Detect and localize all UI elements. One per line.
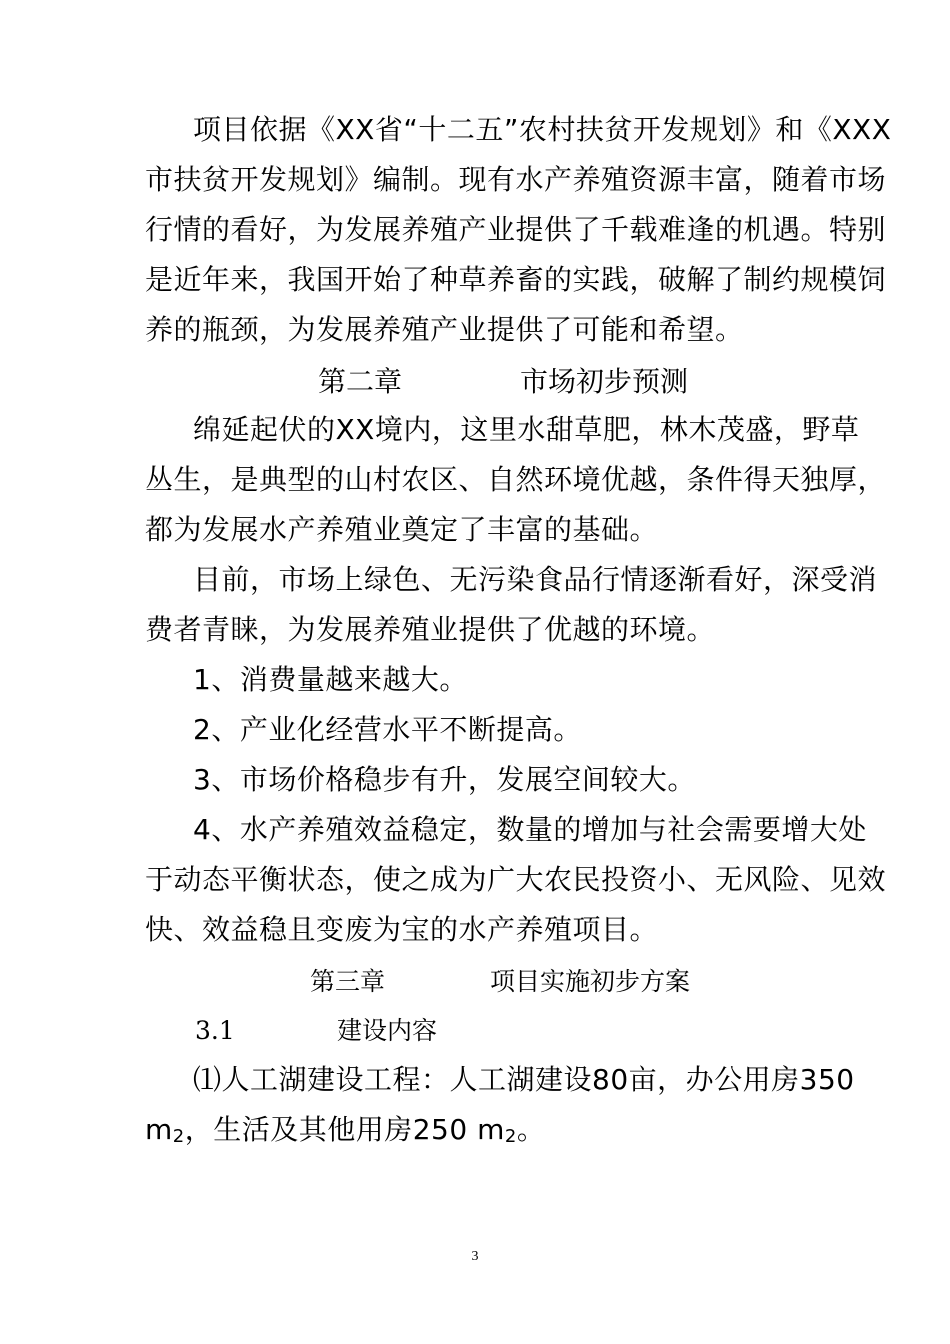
item4-line-3: 快、效益稳且变废为宝的水产养殖项目。 xyxy=(145,913,659,946)
construction-line-2 xyxy=(145,1112,545,1148)
page-number: 3 xyxy=(471,1249,479,1264)
construction-text: ，生活及其他用房250 m xyxy=(184,1113,505,1146)
section31-title: 建设内容 xyxy=(337,1016,438,1045)
construction-unit-subscript: 2 xyxy=(504,1126,517,1147)
intro-line-3: 行情的看好，为发展养殖产业提供了千载难逢的机遇。特别 xyxy=(145,213,887,246)
list-item: 1、消费量越来越大。 xyxy=(193,663,468,696)
construction-line-1: ⑴人工湖建设工程：人工湖建设80亩，办公用房350 xyxy=(193,1063,855,1096)
env-line-3: 都为发展水产养殖业奠定了丰富的基础。 xyxy=(145,513,659,546)
chapter3-number: 第三章 xyxy=(310,967,386,996)
construction-unit-subscript: 2 xyxy=(172,1126,185,1147)
env-line-1: 绵延起伏的XX境内，这里水甜草肥，林木茂盛，野草 xyxy=(193,413,860,446)
market-line-2: 费者青睐，为发展养殖业提供了优越的环境。 xyxy=(145,613,716,646)
list-item: 3、市场价格稳步有升，发展空间较大。 xyxy=(193,763,696,796)
item4-line-2: 于动态平衡状态，使之成为广大农民投资小、无风险、见效 xyxy=(145,863,887,896)
market-line-1: 目前，市场上绿色、无污染食品行情逐渐看好，深受消 xyxy=(193,563,878,596)
intro-line-4: 是近年来，我国开始了种草养畜的实践，破解了制约规模饲 xyxy=(145,263,887,296)
intro-line-5: 养的瓶颈，为发展养殖产业提供了可能和希望。 xyxy=(145,313,744,346)
intro-line-1: 项目依据《XX省“十二五”农村扶贫开发规划》和《XXX xyxy=(193,113,892,146)
construction-period: 。 xyxy=(516,1113,546,1146)
list-item: 2、产业化经营水平不断提高。 xyxy=(193,713,582,746)
chapter2-title: 市场初步预测 xyxy=(520,365,689,398)
intro-line-2: 市扶贫开发规划》编制。现有水产养殖资源丰富，随着市场 xyxy=(145,163,887,196)
chapter2-number: 第二章 xyxy=(318,365,403,398)
env-line-2: 丛生，是典型的山村农区、自然环境优越，条件得天独厚， xyxy=(145,463,887,496)
construction-unit-m: m xyxy=(145,1113,173,1146)
section31-number: 3.1 xyxy=(195,1016,235,1045)
item4-line-1: 4、水产养殖效益稳定，数量的增加与社会需要增大处 xyxy=(193,813,867,846)
chapter3-title: 项目实施初步方案 xyxy=(490,967,691,996)
